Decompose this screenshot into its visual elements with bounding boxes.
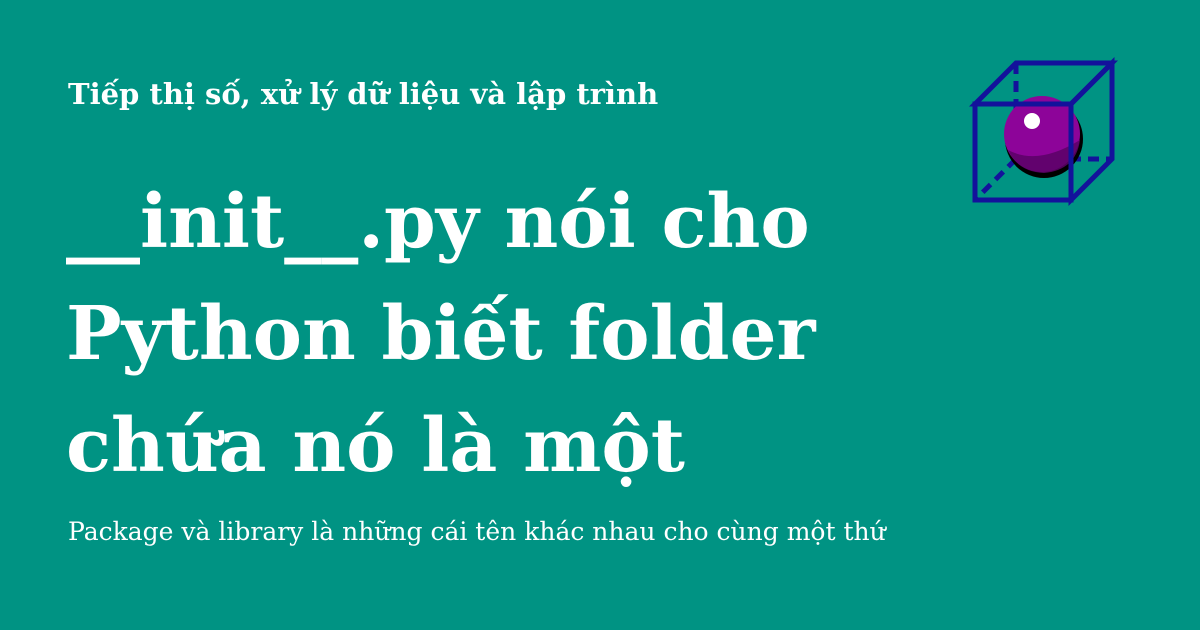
article-subtitle: Package và library là những cái tên khác nhau cho cùng một thứ bbox=[68, 517, 886, 546]
cube-sphere-icon bbox=[966, 54, 1122, 210]
title-line-1: __init__.py nói cho bbox=[66, 179, 810, 265]
cube-sphere-graphic bbox=[966, 54, 1122, 210]
article-title bbox=[66, 166, 946, 502]
cube-back-edge-diagonal bbox=[975, 159, 1016, 200]
site-tagline: Tiếp thị số, xử lý dữ liệu và lập trình bbox=[68, 77, 659, 111]
sphere-highlight bbox=[1024, 113, 1040, 129]
title-line-2: Python biết folder bbox=[66, 291, 816, 377]
title-line-3: chứa nó là một bbox=[66, 403, 685, 489]
